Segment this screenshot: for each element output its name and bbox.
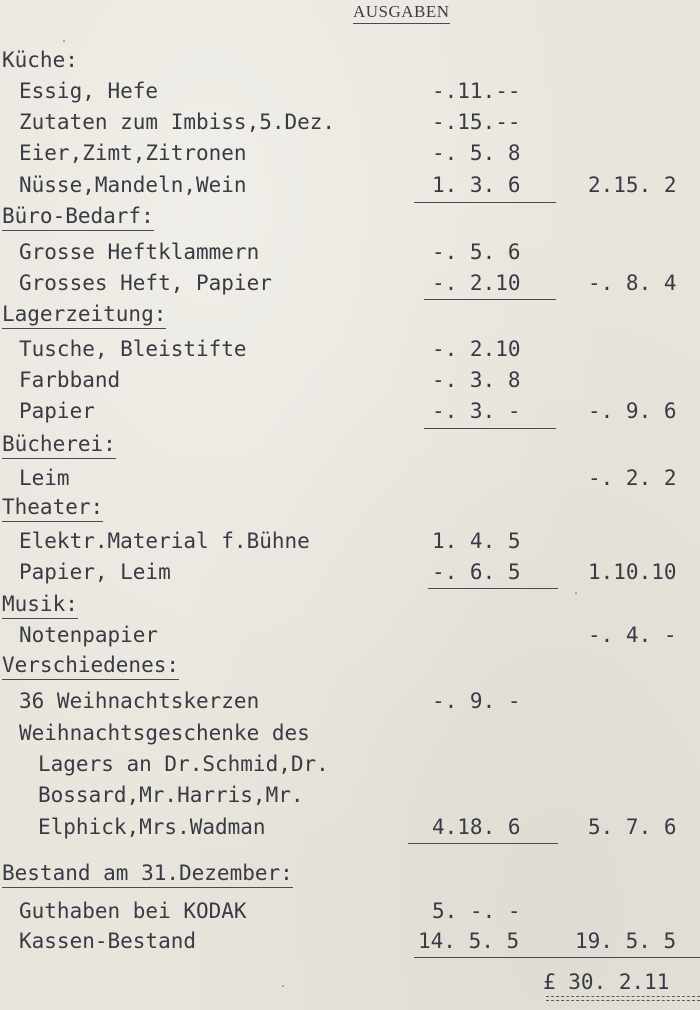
item-amount: 5. -. - xyxy=(432,899,521,923)
item-label: Papier xyxy=(19,399,95,423)
category-label: Büro-Bedarf: xyxy=(2,203,154,231)
item-amount: 1. 4. 5 xyxy=(432,529,521,553)
section-heading-buero xyxy=(0,203,700,234)
ledger-row xyxy=(0,170,700,201)
item-label: Weihnachtsgeschenke des xyxy=(19,721,310,745)
ledger-row xyxy=(0,237,700,268)
section-heading-bestand xyxy=(0,860,700,891)
item-label: 36 Weihnachtskerzen xyxy=(19,689,260,713)
ledger-row xyxy=(0,896,700,927)
section-total: -. 2. 2 xyxy=(588,466,677,490)
subtotal-rule xyxy=(408,843,558,844)
ledger-row xyxy=(0,686,700,717)
item-amount: -. 6. 5 xyxy=(432,560,521,584)
item-label: Bossard,Mr.Harris,Mr. xyxy=(38,783,304,807)
category-label: Bestand am 31.Dezember: xyxy=(2,860,293,888)
section-total: 19. 5. 5 xyxy=(575,929,677,953)
category-label: Bücherei: xyxy=(2,431,116,459)
section-heading-verschiedenes xyxy=(0,652,700,683)
ledger-row xyxy=(0,812,700,843)
ledger-row xyxy=(0,749,700,780)
item-amount: -. 5. 8 xyxy=(432,141,521,165)
section-total: 1.10.10 xyxy=(588,560,677,584)
total-rule xyxy=(414,957,700,958)
item-label: Farbband xyxy=(19,368,121,392)
item-label: Grosse Heftklammern xyxy=(19,240,260,264)
subtotal-rule xyxy=(424,299,556,300)
item-amount: -. 2.10 xyxy=(432,271,521,295)
item-label: Grosses Heft, Papier xyxy=(19,271,272,295)
grand-total-row xyxy=(0,967,700,998)
paper-speck xyxy=(575,592,577,594)
subtotal-rule xyxy=(424,428,556,429)
category-label: Verschiedenes: xyxy=(2,652,179,680)
section-heading-buecherei xyxy=(0,431,700,462)
category-label: Theater: xyxy=(2,494,103,522)
item-label: Essig, Hefe xyxy=(19,79,159,103)
section-total: -. 9. 6 xyxy=(588,399,677,423)
ledger-row xyxy=(0,620,700,651)
ledger-row xyxy=(0,396,700,427)
ledger-row xyxy=(0,268,700,299)
item-amount: -.11.-- xyxy=(432,79,521,103)
item-label: Kassen-Bestand xyxy=(19,929,197,953)
item-label: Eier,Zimt,Zitronen xyxy=(19,141,247,165)
section-heading-lagerzeitung xyxy=(0,301,700,332)
item-amount: -. 3. 8 xyxy=(432,368,521,392)
item-label: Lagers an Dr.Schmid,Dr. xyxy=(38,752,329,776)
item-amount: -. 9. - xyxy=(432,689,521,713)
ledger-row xyxy=(0,557,700,588)
item-label: Nüsse,Mandeln,Wein xyxy=(19,173,247,197)
ledger-row xyxy=(0,526,700,557)
ledger-row xyxy=(0,365,700,396)
ledger-row xyxy=(0,780,700,811)
item-label: Leim xyxy=(19,466,70,490)
page-title: AUSGABEN xyxy=(353,2,450,24)
item-amount: 14. 5. 5 xyxy=(418,929,520,953)
section-total: -. 8. 4 xyxy=(588,271,677,295)
item-amount: -. 5. 6 xyxy=(432,240,521,264)
ledger-row xyxy=(0,334,700,365)
section-heading-kueche xyxy=(0,45,700,76)
ledger-row xyxy=(0,76,700,107)
section-total: 5. 7. 6 xyxy=(588,815,677,839)
item-label: Elphick,Mrs.Wadman xyxy=(38,815,266,839)
subtotal-rule xyxy=(428,588,558,589)
ledger-row xyxy=(0,463,700,494)
item-label: Guthaben bei KODAK xyxy=(19,899,247,923)
double-rule xyxy=(546,996,700,1001)
section-total: 2.15. 2 xyxy=(588,173,677,197)
category-label: Lagerzeitung: xyxy=(2,301,166,329)
item-amount: -. 2.10 xyxy=(432,337,521,361)
item-amount: -. 3. - xyxy=(432,399,521,423)
section-heading-theater xyxy=(0,494,700,525)
ledger-row xyxy=(0,107,700,138)
paper-speck xyxy=(282,985,284,987)
ledger-row xyxy=(0,138,700,169)
category-label: Musik: xyxy=(2,591,78,619)
item-label: Tusche, Bleistifte xyxy=(19,337,247,361)
item-amount: -.15.-- xyxy=(432,110,521,134)
category-label: Küche: xyxy=(2,48,78,72)
item-amount: 1. 3. 6 xyxy=(432,173,521,197)
item-amount: 4.18. 6 xyxy=(432,815,521,839)
ledger-row xyxy=(0,926,700,957)
ledger-row xyxy=(0,718,700,749)
paper-speck xyxy=(63,40,65,42)
grand-total: £ 30. 2.11 xyxy=(543,970,670,994)
item-label: Zutaten zum Imbiss,5.Dez. xyxy=(19,110,336,134)
item-label: Notenpapier xyxy=(19,623,159,647)
section-total: -. 4. - xyxy=(588,623,677,647)
item-label: Papier, Leim xyxy=(19,560,171,584)
section-heading-musik xyxy=(0,591,700,622)
item-label: Elektr.Material f.Bühne xyxy=(19,529,310,553)
